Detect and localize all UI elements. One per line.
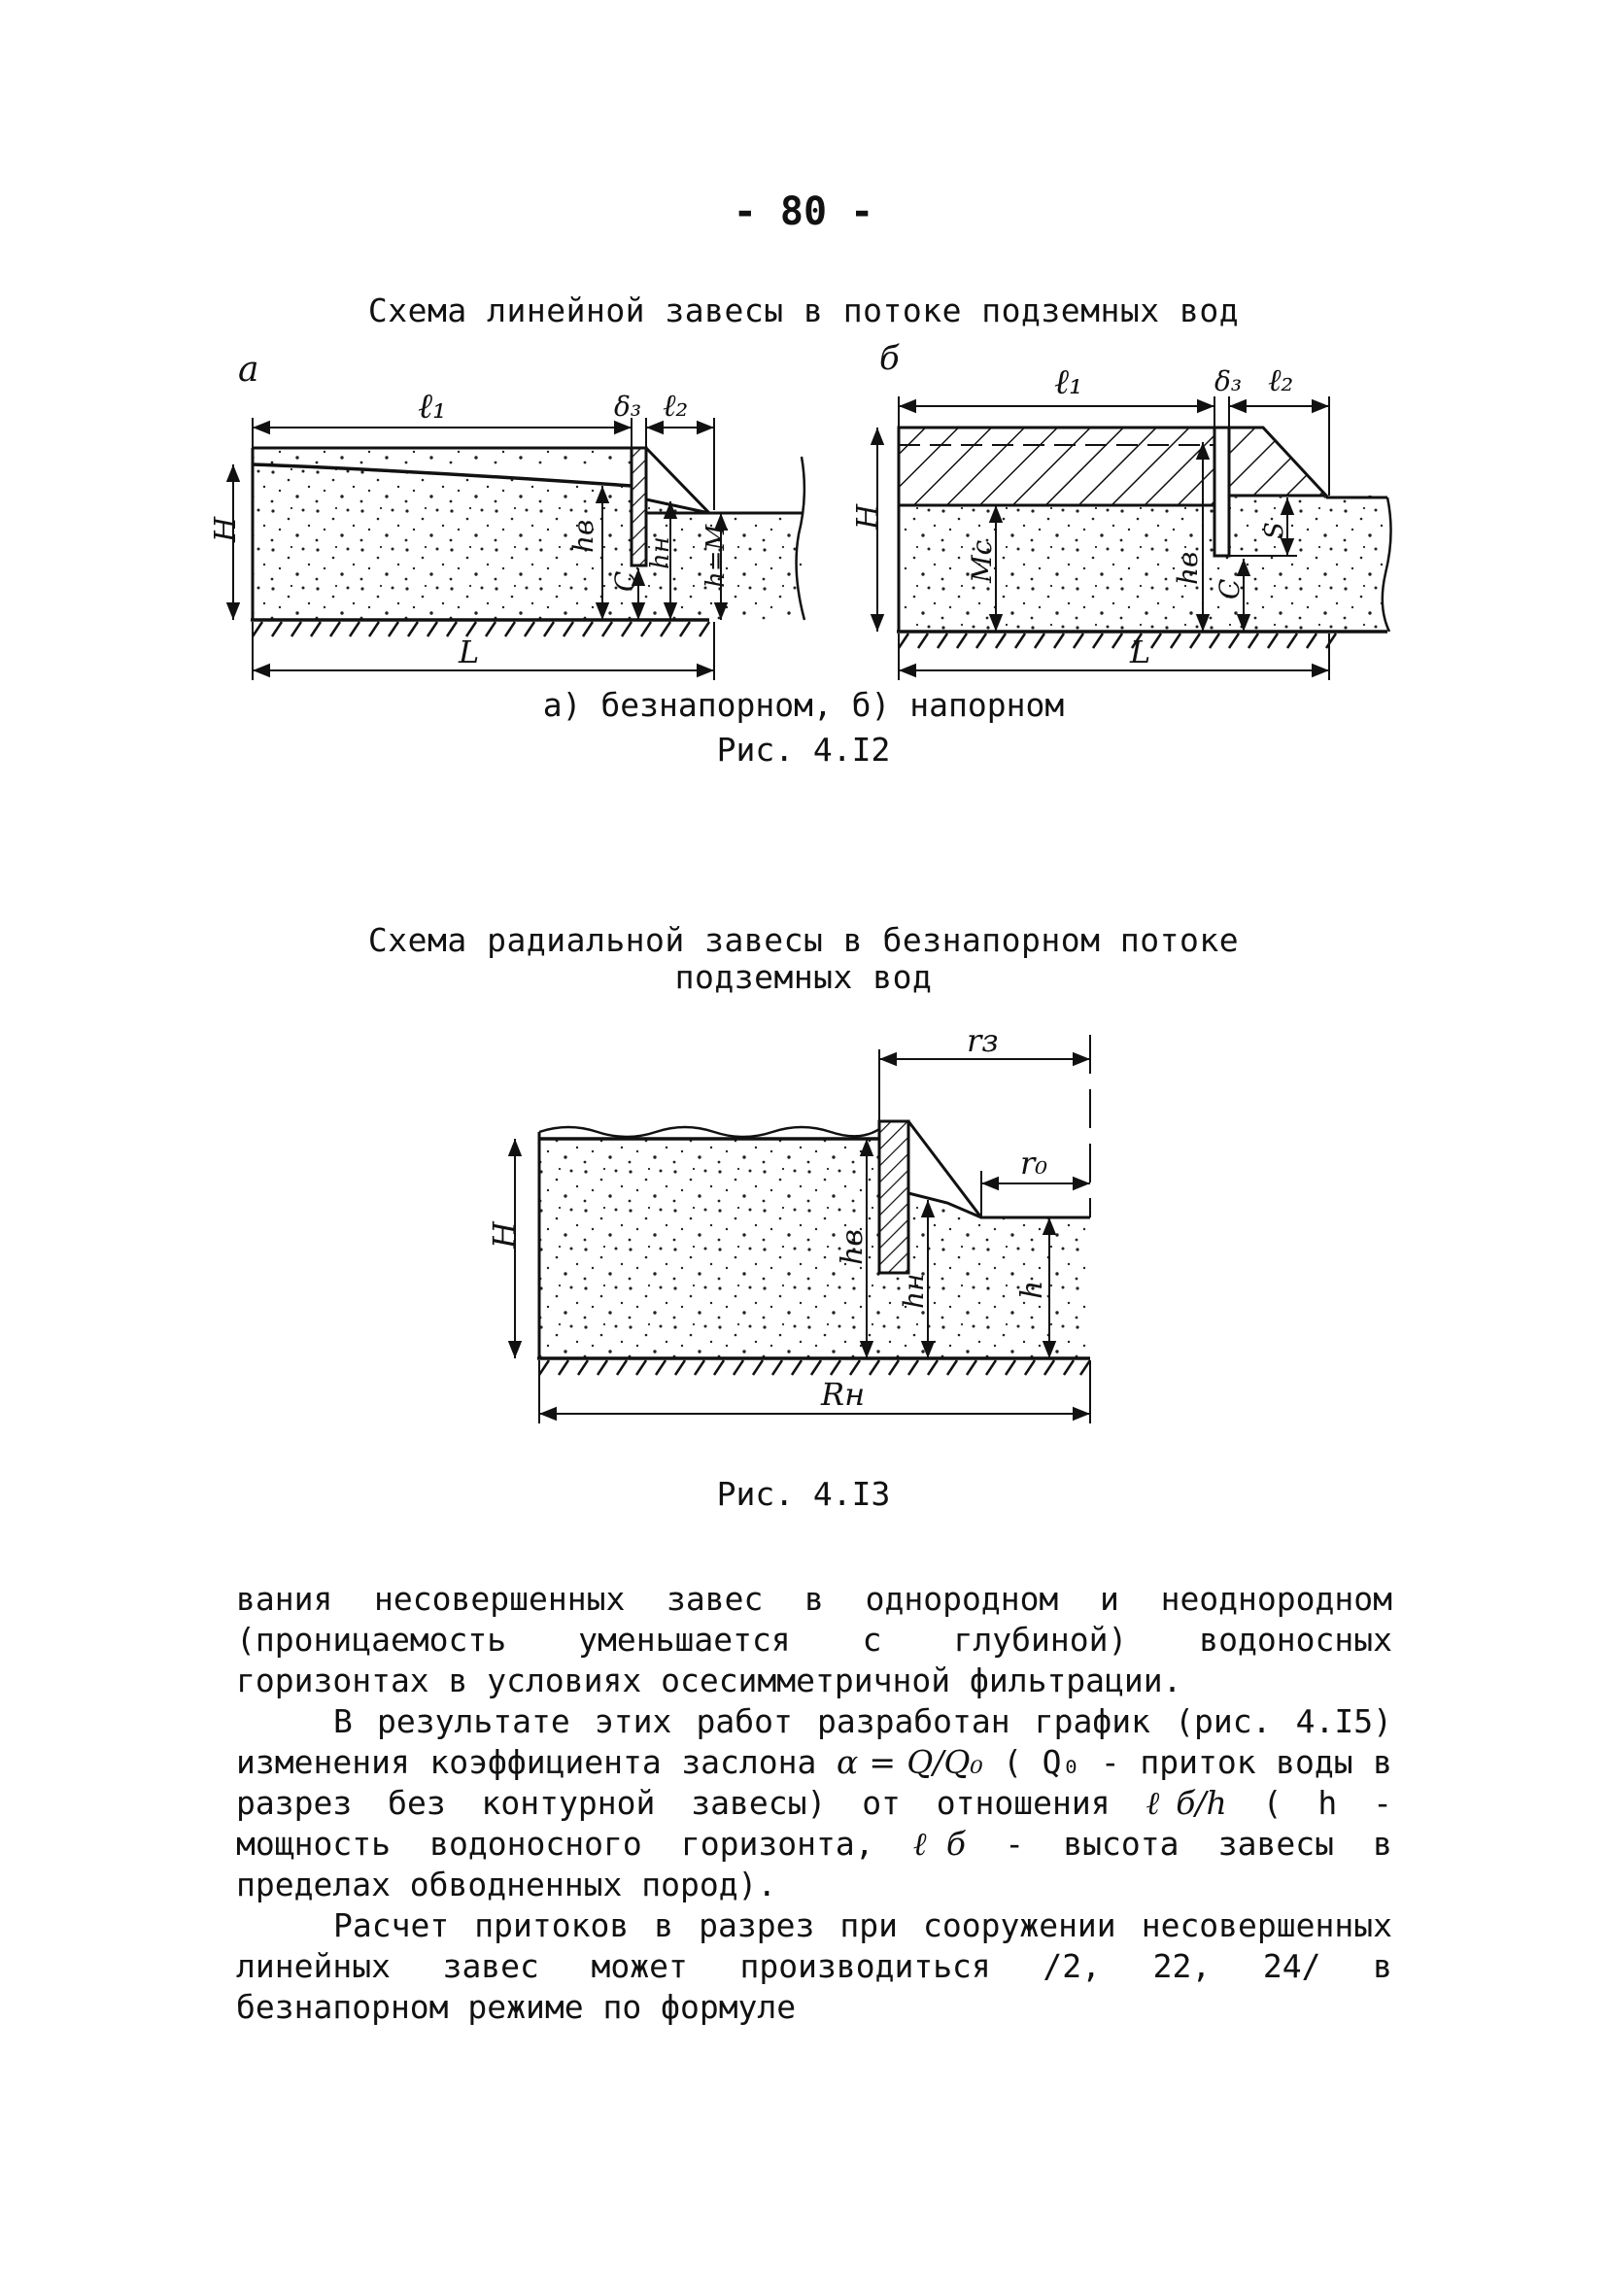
- fig413-title-line1: Схема радиальной завесы в безнапорном потоке: [367, 921, 1240, 959]
- label-C-a: C: [609, 570, 641, 592]
- label-hv-a: hв: [567, 519, 599, 553]
- body-text: [236, 1579, 1392, 2028]
- p2-part-d: - высота завесы в пределах обводненных пород).: [236, 1825, 1393, 1903]
- symbol-lb: ℓб: [912, 1825, 967, 1863]
- label-delta-a: δ₃: [614, 391, 642, 423]
- label-l1-a: ℓ₁: [418, 387, 447, 427]
- label-hv-413: hв: [836, 1229, 870, 1265]
- page-number: - 80 -: [733, 189, 874, 234]
- label-h-413: h: [1015, 1280, 1049, 1299]
- label-hn-413: hн: [898, 1273, 930, 1309]
- formula-ratio: ℓб/h: [1145, 1784, 1227, 1822]
- panel-b-letter: б: [879, 339, 900, 378]
- label-rz: rз: [967, 1022, 999, 1059]
- formula-alpha: α = Q/Q₀: [836, 1743, 983, 1781]
- label-hv-b: hв: [1172, 551, 1204, 585]
- label-S-b: S: [1260, 522, 1289, 539]
- label-H-b: H: [851, 503, 885, 530]
- paragraph-1: вания несовершенных завес в однородном и неоднородном (проницаемость уменьшается с глубиной) водоносных горизонтах в условиях осесимметричной фильтрации.: [236, 1580, 1392, 1699]
- paragraph-3: Расчет притоков в разрез при сооружении несовершенных линейных завес может производиться /2, 22, 24/ в безнапорном режиме по формуле: [236, 1906, 1392, 2026]
- label-r0: r₀: [1020, 1145, 1048, 1182]
- label-l2-a: ℓ₂: [663, 387, 689, 424]
- label-Rn: Rн: [821, 1376, 866, 1413]
- label-C-b: C: [1214, 578, 1246, 600]
- label-L-b: L: [1130, 634, 1151, 670]
- label-H-413: H: [486, 1221, 523, 1249]
- p2-part-c: ( h - мощность водоносного горизонта,: [236, 1784, 1392, 1863]
- fig413-caption: Рис. 4.I3: [716, 1475, 891, 1513]
- fig412-title: Схема линейной завесы в потоке подземных вод: [367, 291, 1240, 329]
- label-L-a: L: [459, 634, 480, 670]
- label-l2-b: ℓ₂: [1268, 361, 1294, 398]
- label-hn-a: hн: [646, 536, 675, 569]
- label-hM-a: h=M: [701, 524, 731, 588]
- panel-a-letter: а: [238, 350, 259, 390]
- fig412-subcaption: а) безнапорном, б) напорном: [542, 686, 1065, 724]
- p2-part-a: В результате этих работ разработан график (рис. 4.I5) изменения коэффициента заслона: [236, 1702, 1392, 1781]
- fig412-caption: Рис. 4.I2: [716, 731, 891, 769]
- label-Mc-b: Mc: [966, 539, 998, 583]
- paragraph-2: [236, 1701, 1392, 1905]
- p2-part-b: ( Q₀ - приток воды в разрез без контурной завесы) от отношения: [236, 1743, 1392, 1822]
- label-l1-b: ℓ₁: [1054, 362, 1083, 402]
- label-H-a: H: [209, 516, 243, 542]
- label-delta-b: δ₃: [1214, 365, 1243, 397]
- fig413-title-line2: подземных вод: [674, 958, 933, 996]
